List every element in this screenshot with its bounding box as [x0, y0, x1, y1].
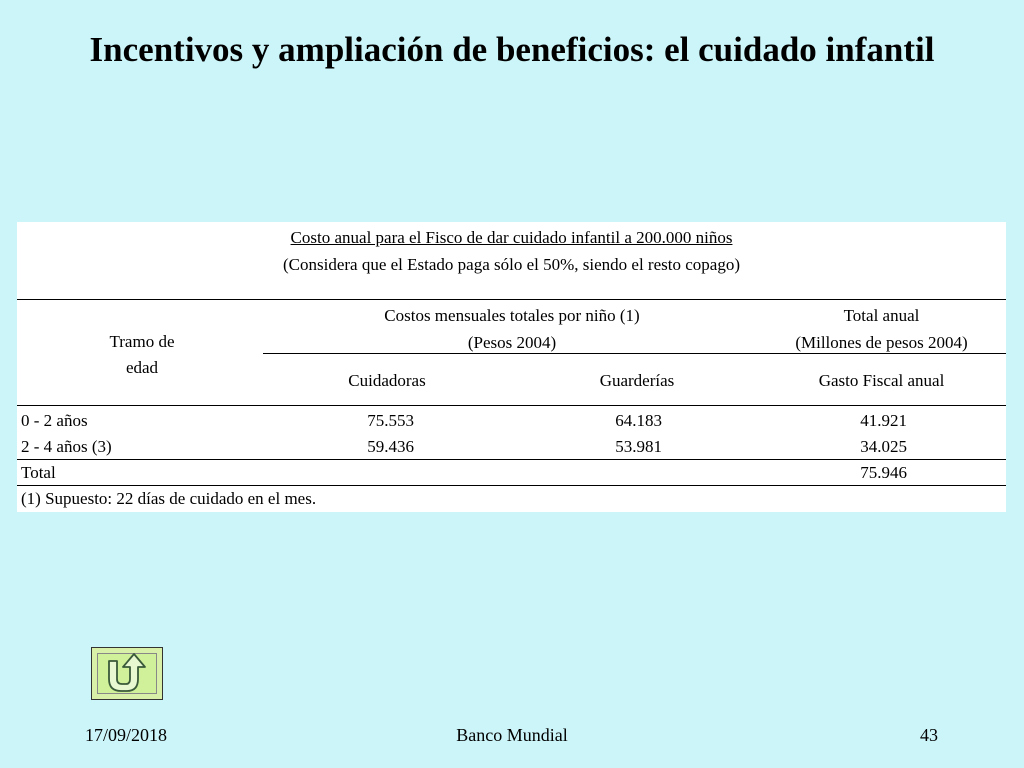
table-caption: Costo anual para el Fisco de dar cuidado infantil a 200.000 niños — [290, 228, 733, 247]
u-turn-arrow-icon — [91, 647, 163, 700]
total-label: Total — [21, 463, 56, 482]
row-label-0: 0 - 2 años — [21, 411, 88, 430]
group1-header-line1: Costos mensuales totales por niño (1) — [384, 306, 640, 325]
footer-date: 17/09/2018 — [85, 725, 168, 745]
group1-header-line2: (Pesos 2004) — [467, 333, 557, 352]
footer-page-number: 43 — [920, 725, 938, 745]
home-button[interactable] — [91, 647, 163, 700]
footer-center: Banco Mundial — [456, 725, 568, 745]
row-value-cuidadoras-0: 75.553 — [367, 411, 414, 430]
row-value-cuidadoras-1: 59.436 — [367, 437, 414, 456]
table-subcaption: (Considera que el Estado paga sólo el 50%, siendo el resto copago) — [283, 255, 740, 274]
row-label-1: 2 - 4 años (3) — [21, 437, 112, 456]
total-value: 75.946 — [860, 463, 907, 482]
cost-table — [17, 222, 1006, 512]
row-value-gasto-1: 34.025 — [860, 437, 907, 456]
row-value-gasto-0: 41.921 — [860, 411, 907, 430]
row-header-line1: Tramo de — [109, 332, 175, 351]
col-header-guarderias: Guarderías — [599, 371, 675, 390]
col-header-cuidadoras: Cuidadoras — [348, 371, 426, 390]
group2-header-line2: (Millones de pesos 2004) — [795, 333, 968, 352]
slide-title: Incentivos y ampliación de beneficios: el cuidado infantil — [89, 30, 935, 69]
group2-header-line1: Total anual — [843, 306, 920, 325]
row-value-guarderias-1: 53.981 — [615, 437, 662, 456]
col-header-gasto: Gasto Fiscal anual — [818, 371, 945, 390]
table-footnote: (1) Supuesto: 22 días de cuidado en el mes. — [21, 489, 317, 508]
row-header-line2: edad — [125, 358, 159, 377]
row-value-guarderias-0: 64.183 — [615, 411, 662, 430]
